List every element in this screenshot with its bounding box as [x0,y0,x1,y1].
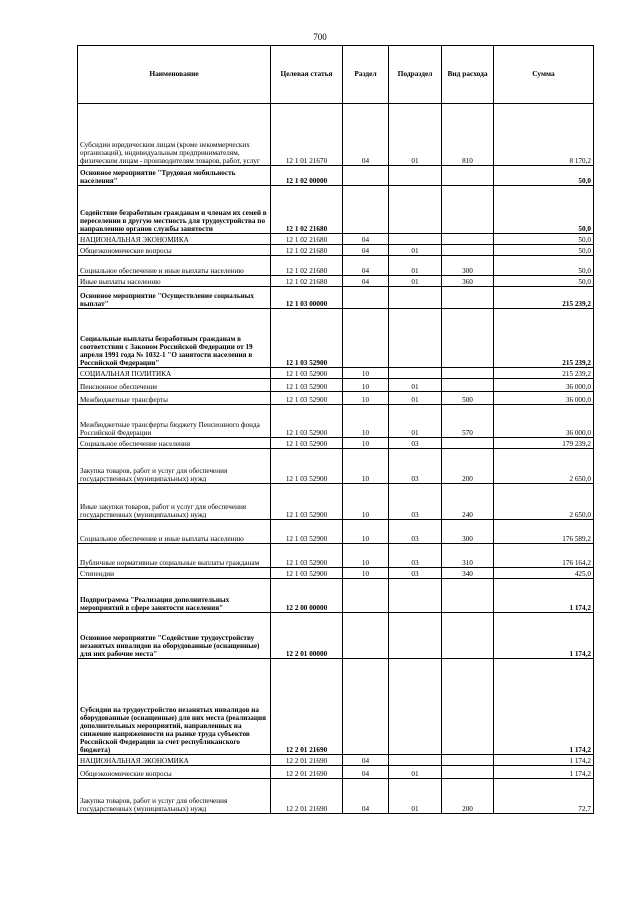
cell-code: 12 2 01 00000 [271,613,343,659]
cell-expense-type [442,245,494,256]
cell-code: 12 1 02 21680 [271,256,343,276]
cell-amount: 2 650,0 [494,484,594,520]
table-row [78,309,594,368]
cell-name: Субсидии юридическим лицам (кроме некоммерческих организаций), индивидуальным предпринимателям, физическим лицам - производителям товаров, работ, услуг [78,104,271,166]
cell-name: Общеэкономические вопросы [78,766,271,779]
cell-code: 12 2 01 21690 [271,755,343,766]
cell-name: Основное мероприятие "Трудовая мобильность населения" [78,166,271,186]
cell-subsection: 01 [389,276,442,287]
table-row [78,379,594,392]
table-row [78,234,594,245]
cell-expense-type: 310 [442,544,494,568]
cell-subsection [389,579,442,613]
cell-code: 12 1 03 52900 [271,544,343,568]
cell-name: Социальное обеспечение и иные выплаты населению [78,256,271,276]
cell-expense-type: 300 [442,256,494,276]
header-subsection: Подраздел [389,46,442,104]
cell-section: 10 [343,379,389,392]
cell-expense-type [442,659,494,755]
table-row [78,166,594,186]
cell-amount: 36 000,0 [494,405,594,438]
cell-expense-type [442,186,494,234]
cell-name: Социальное обеспечение населения [78,438,271,449]
cell-expense-type: 300 [442,520,494,544]
cell-name: Пенсионное обеспечение [78,379,271,392]
cell-name: Основное мероприятие "Осуществление социальных выплат" [78,287,271,309]
cell-name: Подпрограмма "Реализация дополнительных мероприятий в сфере занятости населения" [78,579,271,613]
cell-section: 10 [343,405,389,438]
cell-amount: 1 174,2 [494,613,594,659]
cell-name: Межбюджетные трансферты бюджету Пенсионного фонда Российской Федерации [78,405,271,438]
cell-subsection [389,368,442,379]
cell-subsection: 01 [389,245,442,256]
cell-amount: 1 174,2 [494,755,594,766]
cell-amount: 215 239,2 [494,309,594,368]
cell-amount: 215 239,2 [494,368,594,379]
cell-code: 12 1 03 52900 [271,484,343,520]
cell-name: Иные закупки товаров, работ и услуг для обеспечения государственных (муниципальных) нужд [78,484,271,520]
cell-section: 04 [343,104,389,166]
cell-code: 12 1 02 21680 [271,186,343,234]
cell-section: 04 [343,256,389,276]
cell-subsection: 01 [389,766,442,779]
cell-expense-type: 570 [442,405,494,438]
cell-name: Субсидии на трудоустройство незанятых инвалидов на оборудованные (оснащенные) для них места (реализация дополнительных мероприятий, направленных на снижение напряженности на рынке труда субъектов Российской Федерации за счет республиканского бюджета) [78,659,271,755]
cell-subsection: 01 [389,779,442,814]
cell-subsection: 01 [389,379,442,392]
cell-section [343,309,389,368]
cell-section: 04 [343,755,389,766]
table-header [78,46,594,104]
cell-amount: 425,0 [494,568,594,579]
cell-code: 12 1 02 00000 [271,166,343,186]
table-row [78,256,594,276]
cell-expense-type [442,766,494,779]
cell-code: 12 1 03 52900 [271,392,343,405]
cell-expense-type: 200 [442,449,494,484]
cell-amount: 1 174,2 [494,579,594,613]
cell-section: 04 [343,234,389,245]
cell-section [343,186,389,234]
cell-subsection [389,309,442,368]
table-row [78,287,594,309]
cell-subsection [389,186,442,234]
cell-name: Закупка товаров, работ и услуг для обеспечения государственных (муниципальных) нужд [78,449,271,484]
table-row [78,766,594,779]
cell-expense-type: 200 [442,779,494,814]
cell-amount: 1 174,2 [494,659,594,755]
cell-section: 10 [343,568,389,579]
cell-subsection: 01 [389,256,442,276]
cell-amount: 50,0 [494,234,594,245]
table-body [78,104,594,814]
table-row [78,568,594,579]
cell-expense-type: 240 [442,484,494,520]
cell-expense-type [442,613,494,659]
cell-code: 12 1 03 52900 [271,405,343,438]
cell-code: 12 1 02 21680 [271,276,343,287]
cell-section: 10 [343,449,389,484]
table-row [78,579,594,613]
cell-code: 12 1 01 21670 [271,104,343,166]
cell-amount: 72,7 [494,779,594,814]
cell-subsection [389,287,442,309]
cell-section: 10 [343,368,389,379]
cell-code: 12 2 01 21690 [271,779,343,814]
cell-code: 12 1 03 52900 [271,438,343,449]
cell-section: 04 [343,779,389,814]
cell-expense-type [442,309,494,368]
cell-subsection [389,755,442,766]
cell-expense-type [442,379,494,392]
cell-code: 12 1 03 52900 [271,449,343,484]
cell-amount: 36 000,0 [494,392,594,405]
cell-section: 04 [343,276,389,287]
cell-code: 12 1 03 52900 [271,520,343,544]
table-row [78,755,594,766]
cell-amount: 36 000,0 [494,379,594,392]
table-row [78,484,594,520]
cell-amount: 8 170,2 [494,104,594,166]
cell-section: 10 [343,484,389,520]
table-row [78,104,594,166]
cell-name: Стипендии [78,568,271,579]
table-row [78,368,594,379]
table-row [78,245,594,256]
cell-expense-type [442,438,494,449]
cell-subsection [389,613,442,659]
cell-amount: 176 164,2 [494,544,594,568]
cell-section: 04 [343,245,389,256]
table-row [78,186,594,234]
cell-subsection: 03 [389,568,442,579]
cell-expense-type [442,368,494,379]
cell-code: 12 2 00 00000 [271,579,343,613]
cell-name: Социальные выплаты безработным гражданам в соответствии с Законом Российской Федерации от 19 апреля 1991 года № 1032-1 "О занятости населения в Российской Федерации" [78,309,271,368]
cell-name: Межбюджетные трансферты [78,392,271,405]
table-row [78,438,594,449]
table-row [78,520,594,544]
cell-amount: 1 174,2 [494,766,594,779]
cell-section [343,287,389,309]
cell-expense-type: 810 [442,104,494,166]
cell-name: Закупка товаров, работ и услуг для обеспечения государственных (муниципальных) нужд [78,779,271,814]
table-row [78,779,594,814]
page-number: 700 [313,32,327,42]
cell-amount: 176 589,2 [494,520,594,544]
cell-section: 10 [343,392,389,405]
cell-code: 12 1 02 21680 [271,234,343,245]
cell-name: НАЦИОНАЛЬНАЯ ЭКОНОМИКА [78,234,271,245]
cell-amount: 50,0 [494,166,594,186]
cell-expense-type [442,287,494,309]
cell-amount: 50,0 [494,256,594,276]
cell-section [343,579,389,613]
cell-subsection [389,659,442,755]
cell-expense-type [442,579,494,613]
cell-subsection: 01 [389,104,442,166]
cell-amount: 50,0 [494,245,594,256]
table-row [78,613,594,659]
table-row [78,659,594,755]
cell-name: СОЦИАЛЬНАЯ ПОЛИТИКА [78,368,271,379]
cell-amount: 50,0 [494,276,594,287]
cell-section: 10 [343,520,389,544]
cell-name: Иные выплаты населению [78,276,271,287]
cell-section: 04 [343,766,389,779]
table-row [78,392,594,405]
cell-subsection: 03 [389,520,442,544]
cell-name: Основное мероприятие "Содействие трудоустройству незанятых инвалидов на оборудованные (оснащенные) для них рабочие места" [78,613,271,659]
header-expense-type: Вид расхода [442,46,494,104]
cell-subsection: 03 [389,438,442,449]
cell-section [343,166,389,186]
cell-code: 12 2 01 21690 [271,766,343,779]
cell-code: 12 1 03 00000 [271,287,343,309]
cell-subsection [389,166,442,186]
cell-expense-type: 360 [442,276,494,287]
cell-amount: 215 239,2 [494,287,594,309]
cell-code: 12 1 02 21680 [271,245,343,256]
table-row [78,449,594,484]
table-row [78,276,594,287]
cell-expense-type [442,234,494,245]
cell-subsection: 01 [389,392,442,405]
header-amount: Сумма [494,46,594,104]
header-name: Наименование [78,46,271,104]
cell-name: Содействие безработным гражданам и членам их семей в переселении в другую местность для трудоустройства по направлению органов службы занятости [78,186,271,234]
cell-amount: 179 239,2 [494,438,594,449]
cell-section [343,613,389,659]
cell-subsection [389,234,442,245]
header-code: Целевая статья [271,46,343,104]
cell-code: 12 2 01 21690 [271,659,343,755]
cell-name: Публичные нормативные социальные выплаты гражданам [78,544,271,568]
cell-name: НАЦИОНАЛЬНАЯ ЭКОНОМИКА [78,755,271,766]
cell-expense-type [442,755,494,766]
cell-code: 12 1 03 52900 [271,368,343,379]
cell-expense-type: 500 [442,392,494,405]
cell-code: 12 1 03 52900 [271,379,343,392]
cell-code: 12 1 03 52900 [271,568,343,579]
header-section: Раздел [343,46,389,104]
cell-subsection: 01 [389,405,442,438]
cell-expense-type: 340 [442,568,494,579]
cell-section [343,659,389,755]
cell-section: 10 [343,544,389,568]
cell-subsection: 03 [389,484,442,520]
cell-subsection: 03 [389,544,442,568]
table-row [78,405,594,438]
cell-name: Социальное обеспечение и иные выплаты населению [78,520,271,544]
cell-amount: 2 650,0 [494,449,594,484]
table-row [78,544,594,568]
cell-section: 10 [343,438,389,449]
cell-code: 12 1 03 52900 [271,309,343,368]
cell-expense-type [442,166,494,186]
budget-table [77,45,594,814]
cell-subsection: 03 [389,449,442,484]
cell-name: Общеэкономические вопросы [78,245,271,256]
cell-amount: 50,0 [494,186,594,234]
